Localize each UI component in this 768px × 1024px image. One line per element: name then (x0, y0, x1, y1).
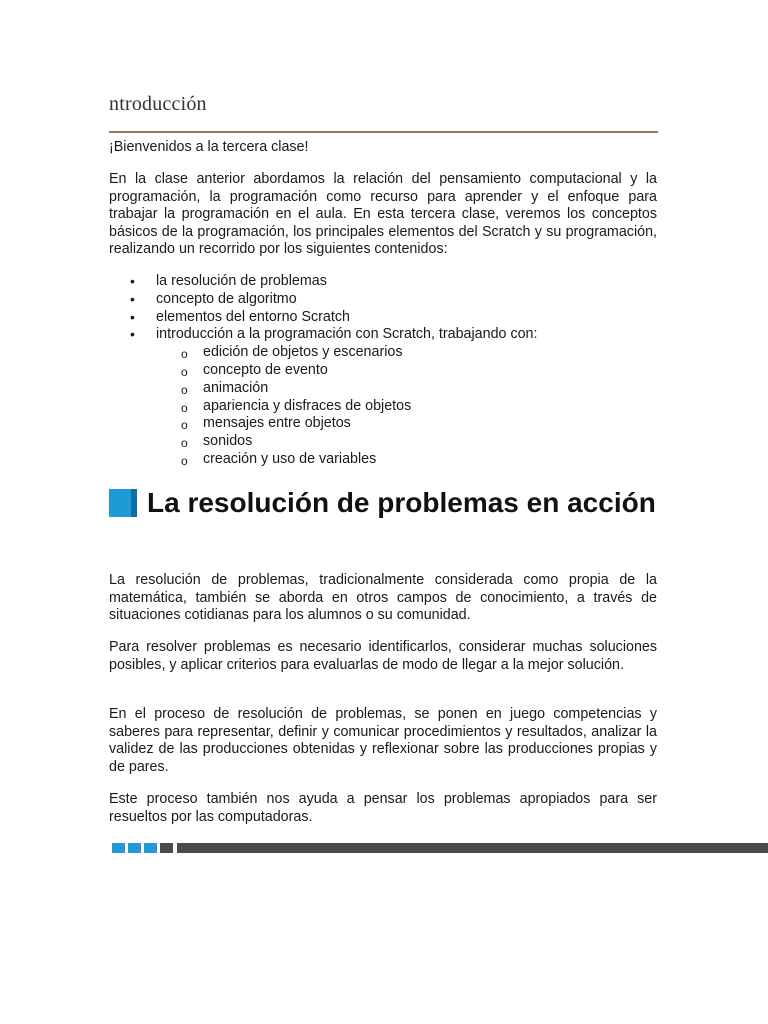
sub-list-item: o sonidos (156, 433, 657, 451)
list-item: • concepto de algoritmo (130, 290, 297, 307)
bullet-icon: • (130, 308, 135, 325)
circle-bullet-icon: o (181, 364, 188, 379)
list-item: • la resolución de problemas (130, 273, 327, 289)
bullet-icon: • (130, 273, 135, 289)
footer-line (177, 843, 768, 853)
paragraph-identify-problems: Para resolver problemas es necesario identificarlos, considerar muchas soluciones posibles, y aplicar criterios para evaluarlas de modo de llegar a la mejor solución. (109, 639, 657, 673)
footer-decorative-bar (0, 843, 768, 853)
bullet-icon: • (130, 290, 135, 307)
sub-list-item: o mensajes entre objetos (156, 415, 657, 433)
paragraph-competencies: En el proceso de resolución de problemas, se ponen en juego competencias y saberes para representar, definir y comunicar procedimientos y resultados, analizar la validez de las producciones obtenidas y reflexionar sobre las producciones propias y de pares. (109, 706, 657, 775)
circle-bullet-icon: o (181, 436, 188, 451)
section-heading-block (109, 486, 669, 520)
list-item: • introducción a la programación con Scratch, trabajando con: o edición de objetos y escenarios o concepto de evento o animación o apariencia y disfraces de objetos o mensajes entre objetos o sonidos o creación y uso de variables (109, 326, 657, 468)
sub-list-item: o concepto de evento (156, 362, 657, 380)
circle-bullet-icon: o (181, 400, 188, 415)
sub-list-item: o apariencia y disfraces de objetos (156, 398, 657, 416)
sub-list-item: o creación y uso de variables (156, 451, 657, 469)
circle-bullet-icon: o (181, 382, 188, 397)
circle-bullet-icon: o (181, 347, 188, 362)
welcome-text: ¡Bienvenidos a la tercera clase! (109, 139, 309, 155)
footer-square (160, 843, 173, 853)
bullet-icon: • (130, 326, 135, 343)
section-square-icon (109, 489, 137, 517)
intro-paragraph: En la clase anterior abordamos la relación del pensamiento computacional y la programación, la programación como recurso para aprender y el enfoque para trabajar la programación en el aula. En esta tercera clase, veremos los conceptos básicos de la programación, los principales elementos del Scratch y su programación, realizando un recorrido por los siguientes contenidos: (109, 171, 657, 257)
paragraph-computers: Este proceso también nos ayuda a pensar los problemas apropiados para ser resueltos por las computadoras. (109, 791, 657, 825)
paragraph-problem-solving: La resolución de problemas, tradicionalmente considerada como propia de la matemática, también se aborda en otros campos de conocimiento, a través de situaciones cotidianas para los alumnos o su comunidad. (109, 572, 657, 623)
circle-bullet-icon: o (181, 453, 188, 468)
footer-square (144, 843, 157, 853)
sub-list-item: o animación (156, 380, 657, 398)
heading-rule (109, 131, 658, 133)
footer-square (128, 843, 141, 853)
contents-list (109, 273, 657, 469)
list-item: • elementos del entorno Scratch (130, 308, 350, 325)
sub-list-item: o edición de objetos y escenarios (156, 344, 657, 362)
intro-heading: ntroducción (109, 93, 207, 115)
sub-list (156, 344, 657, 469)
footer-square (112, 843, 125, 853)
circle-bullet-icon: o (181, 418, 188, 433)
section-heading: La resolución de problemas en acción (147, 487, 656, 518)
